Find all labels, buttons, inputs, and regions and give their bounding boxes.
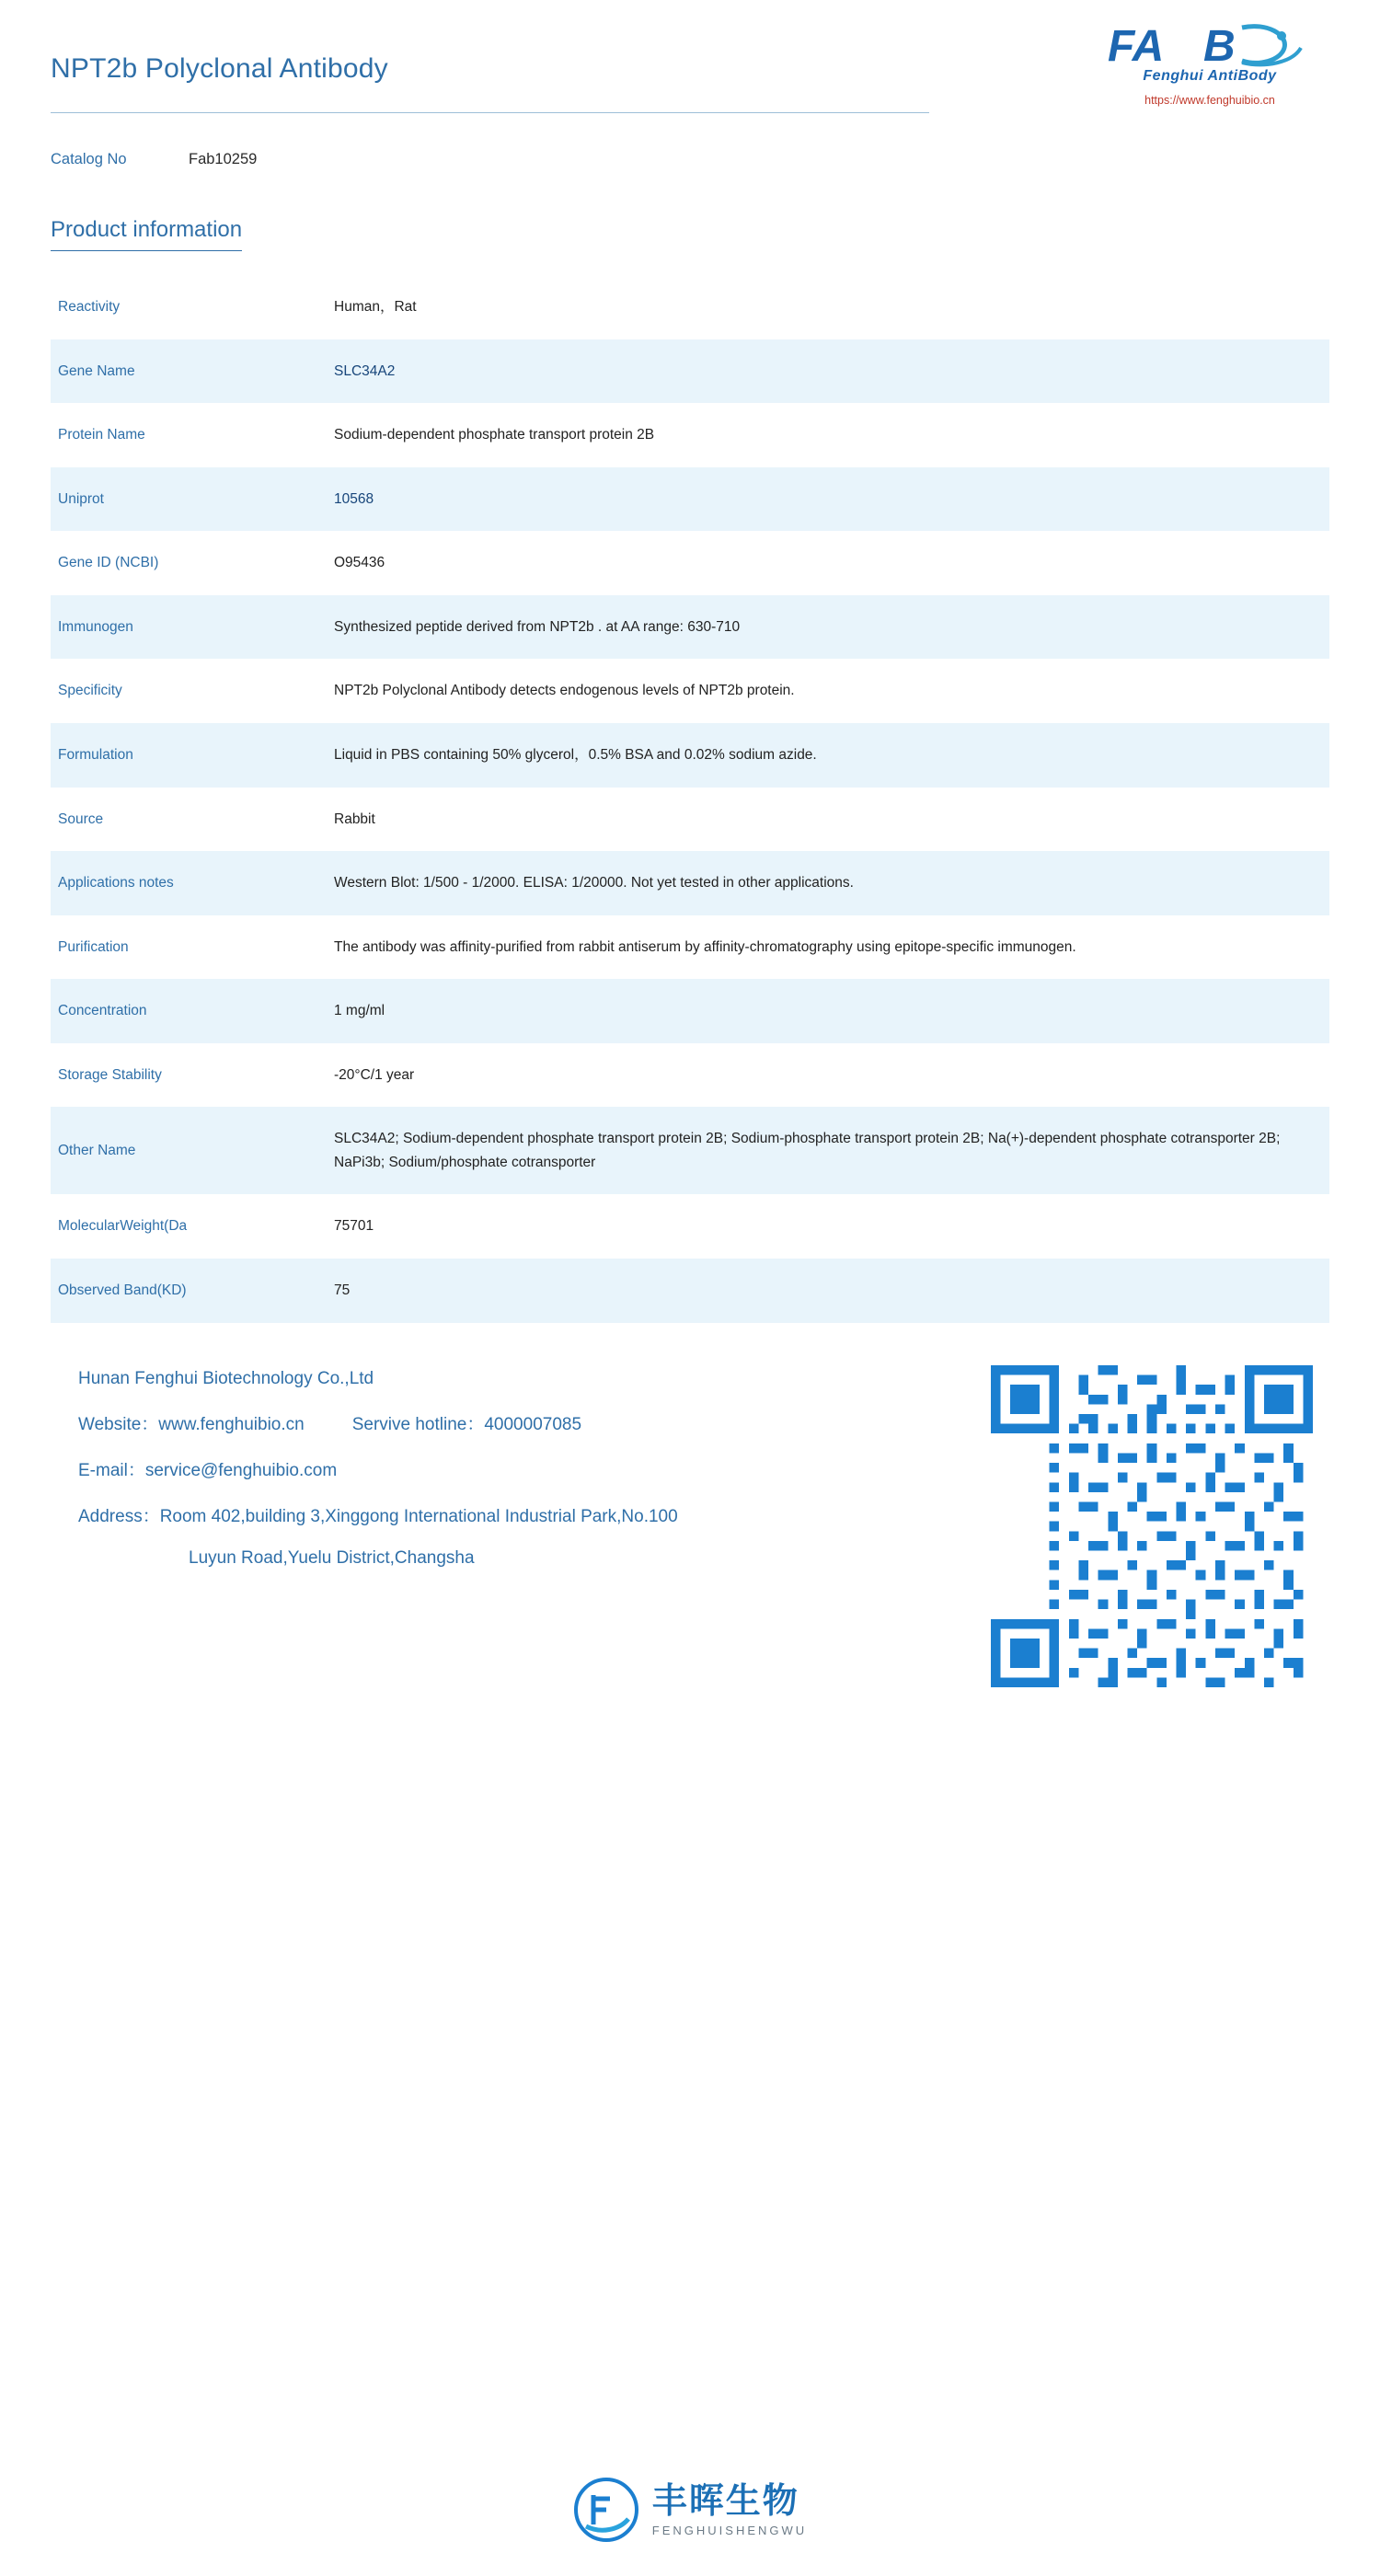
row-value: SLC34A2 [334, 362, 396, 379]
table-row [51, 1107, 1329, 1194]
row-value: 1 mg/ml [334, 1003, 385, 1019]
row-key: Gene Name [58, 362, 135, 379]
row-key: Other Name [58, 1143, 136, 1159]
row-key: Immunogen [58, 618, 133, 635]
row-key: Applications notes [58, 875, 174, 891]
row-key: Uniprot [58, 490, 104, 507]
table-row [51, 1259, 1329, 1323]
row-value: Sodium-dependent phosphate transport protein 2B [334, 427, 655, 443]
company-name: Hunan Fenghui Biotechnology Co.,Ltd [78, 1368, 374, 1388]
row-value: O95436 [334, 555, 385, 571]
row-key: Purification [58, 938, 129, 955]
row-value: Synthesized peptide derived from NPT2b . at AA range: 630-710 [334, 618, 741, 635]
table-row [51, 788, 1329, 852]
table-row [51, 723, 1329, 788]
row-key: Storage Stability [58, 1066, 162, 1083]
fab-logo-icon [1104, 20, 1316, 74]
catalog-label: Catalog No [51, 151, 127, 167]
row-key: Observed Band(KD) [58, 1282, 187, 1298]
table-row [51, 1043, 1329, 1108]
table-row [51, 979, 1329, 1043]
company-logo [1090, 20, 1329, 107]
table-row [51, 595, 1329, 660]
svg-text:FA: FA [1108, 22, 1165, 71]
logo-subtitle: Fenghui AntiBody [1143, 68, 1277, 84]
row-value: The antibody was affinity-purified from rabbit antiserum by affinity-chromatography using epitope-specific immunogen. [334, 938, 1076, 955]
row-value: SLC34A2; Sodium-dependent phosphate transport protein 2B; Sodium-phosphate transport protein 2B; Na(+)-dependent phosphate cotransporter 2B; NaPi3b; Sodium/phosphate cotransporter [334, 1131, 1281, 1170]
row-key: Reactivity [58, 299, 121, 315]
row-key: Formulation [58, 746, 133, 763]
row-value: Western Blot: 1/500 - 1/2000. ELISA: 1/20000. Not yet tested in other applications. [334, 875, 854, 891]
row-key: Source [58, 811, 104, 827]
row-value: Human，Rat [334, 299, 417, 315]
table-row [51, 851, 1329, 915]
document-header [51, 0, 1329, 138]
table-row [51, 915, 1329, 980]
row-value: -20°C/1 year [334, 1066, 415, 1083]
table-row [51, 659, 1329, 723]
row-key: Protein Name [58, 427, 145, 443]
email-text: E-mail：service@fenghuibio.com [78, 1460, 338, 1480]
section-heading-text: Product information [51, 217, 242, 251]
product-information-table [51, 275, 1329, 1323]
table-row [51, 339, 1329, 404]
row-key: Gene ID (NCBI) [58, 555, 159, 571]
table-row [51, 1194, 1329, 1259]
hotline-text: Servive hotline：4000007085 [351, 1414, 582, 1434]
footer-contact-block [78, 1369, 998, 1590]
brand-name-cn: 丰晖生物 [651, 2481, 799, 2521]
website-text: Website：www.fenghuibio.cn [78, 1414, 305, 1434]
address-line-1: Address：Room 402,building 3,Xinggong International Industrial Park,No.100 [78, 1506, 678, 1526]
section-heading [51, 217, 242, 251]
row-key: MolecularWeight(Da [58, 1218, 188, 1235]
row-value: Liquid in PBS containing 50% glycerol，0.5% BSA and 0.02% sodium azide. [334, 746, 817, 763]
brand-text [651, 2481, 808, 2537]
table-row [51, 467, 1329, 532]
logo-url: https://www.fenghuibio.cn [1144, 94, 1275, 107]
table-row [51, 403, 1329, 467]
row-value: 75 [334, 1282, 351, 1298]
table-row [51, 531, 1329, 595]
footer-brand [0, 2477, 1380, 2543]
address-line-2: Luyun Road,Yuelu District,Changsha [189, 1547, 475, 1568]
row-value: Rabbit [334, 811, 375, 827]
title-divider [51, 112, 929, 113]
table-row [51, 275, 1329, 339]
qr-code [991, 1365, 1313, 1687]
page-title: NPT2b Polyclonal Antibody [51, 53, 388, 84]
row-value: 75701 [334, 1218, 374, 1235]
svg-text:B: B [1203, 22, 1236, 71]
fenghui-logo-icon [573, 2477, 639, 2543]
document-footer [51, 1362, 1329, 1665]
catalog-value: Fab10259 [189, 151, 258, 167]
catalog-row [51, 138, 1329, 190]
row-key: Concentration [58, 1003, 147, 1019]
row-value: NPT2b Polyclonal Antibody detects endogenous levels of NPT2b protein. [334, 683, 795, 699]
row-key: Specificity [58, 683, 122, 699]
row-value: 10568 [334, 490, 374, 507]
website-hotline-line [78, 1410, 998, 1435]
brand-name-en: FENGHUISHENGWU [651, 2523, 808, 2537]
